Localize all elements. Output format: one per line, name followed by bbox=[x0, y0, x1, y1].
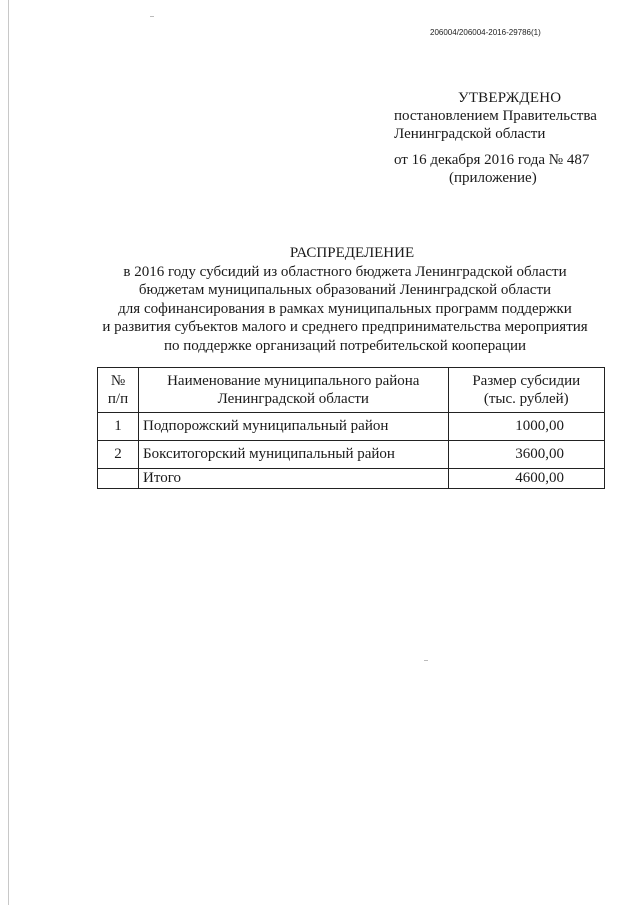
spacer bbox=[394, 143, 624, 151]
row-num-cell: 1 bbox=[98, 413, 139, 441]
distribution-table bbox=[97, 367, 605, 489]
header-amount-line: Размер субсидии bbox=[472, 373, 581, 389]
table-row bbox=[98, 441, 605, 469]
row-name-cell: Бокситогорский муниципальный район bbox=[139, 441, 449, 469]
header-num-line: № bbox=[110, 373, 126, 389]
scan-edge-line bbox=[8, 0, 9, 905]
header-name-line: Наименование муниципального района bbox=[167, 373, 420, 389]
table-row bbox=[98, 413, 605, 441]
approval-block bbox=[394, 89, 624, 187]
heading-line: в 2016 году субсидий из областного бюджета Ленинградской области bbox=[123, 263, 567, 280]
heading-line: для софинансирования в рамках муниципальных программ поддержки bbox=[118, 300, 572, 317]
row-amount-cell: 3600,00 bbox=[448, 441, 604, 469]
header-num-line: п/п bbox=[107, 391, 129, 407]
scan-speck bbox=[150, 16, 154, 17]
approval-line: постановлением Правительства bbox=[394, 108, 597, 124]
header-name-line: Ленинградской области bbox=[217, 391, 369, 407]
header-amount-cell bbox=[448, 368, 604, 413]
total-amount-cell: 4600,00 bbox=[448, 469, 604, 489]
document-heading bbox=[60, 244, 630, 355]
approval-date-line: от 16 декабря 2016 года № 487 bbox=[394, 152, 590, 168]
scan-speck bbox=[424, 660, 428, 661]
approval-stamp: УТВЕРЖДЕНО bbox=[458, 90, 562, 106]
header-name-cell bbox=[139, 368, 449, 413]
table-header-row bbox=[98, 368, 605, 413]
approval-note: (приложение) bbox=[449, 170, 537, 186]
header-num-cell bbox=[98, 368, 139, 413]
heading-line: и развития субъектов малого и среднего предпринимательства мероприятия bbox=[102, 319, 588, 335]
header-amount-line: (тыс. рублей) bbox=[483, 391, 569, 407]
row-num-cell: 2 bbox=[98, 441, 139, 469]
heading-line: по поддержке организаций потребительской кооперации bbox=[163, 337, 527, 354]
table-total-row bbox=[98, 469, 605, 489]
document-title: РАСПРЕДЕЛЕНИЕ bbox=[289, 245, 415, 261]
total-label-cell: Итого bbox=[139, 469, 449, 489]
row-amount-cell: 1000,00 bbox=[448, 413, 604, 441]
total-num-cell bbox=[98, 469, 139, 489]
row-name-cell: Подпорожский муниципальный район bbox=[139, 413, 449, 441]
heading-line: бюджетам муниципальных образований Ленинградской области bbox=[138, 282, 552, 298]
document-id: 206004/206004-2016-29786(1) bbox=[430, 28, 541, 37]
approval-line: Ленинградской области bbox=[394, 126, 546, 142]
